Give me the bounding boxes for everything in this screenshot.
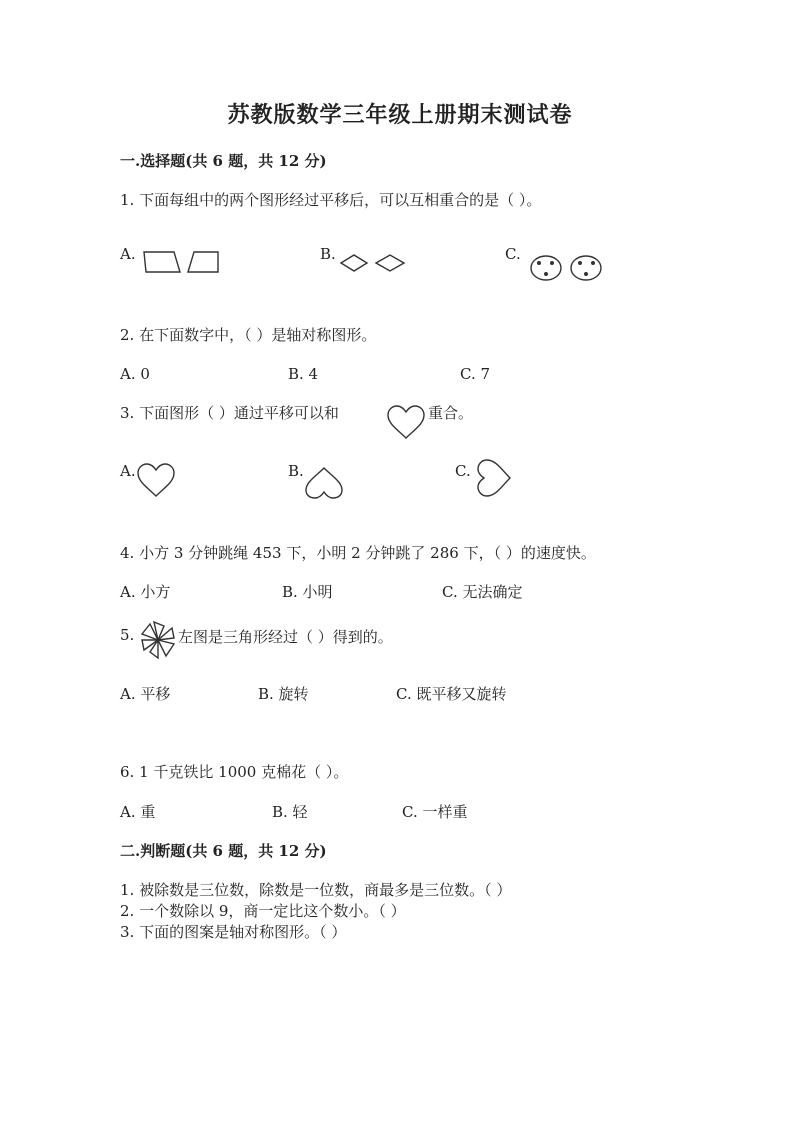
judgment-1: 1. 被除数是三位数，除数是一位数，商最多是三位数。（ ） xyxy=(120,881,512,899)
q1-option-c-label: C. xyxy=(505,245,521,263)
q5-option-a: A. 平移 xyxy=(120,685,171,703)
q4-option-b: B. 小明 xyxy=(282,583,333,601)
q1-option-a-parallelograms xyxy=(142,250,222,274)
q1-option-c-dotted-circles xyxy=(530,254,604,282)
q2-option-c: C. 7 xyxy=(460,365,491,383)
page-title: 苏教版数学三年级上册期末测试卷 xyxy=(227,102,573,128)
question-3-prefix: 3. 下面图形（ ）通过平移可以和 xyxy=(120,404,339,422)
question-5: 左图是三角形经过（ ）得到的。 xyxy=(178,628,393,646)
question-5-number: 5. xyxy=(120,626,135,644)
section-heading-judgment: 二.判断题(共 6 题，共 12 分) xyxy=(120,842,327,860)
q3-option-b-inverted-heart-icon xyxy=(304,466,344,500)
q2-option-a: A. 0 xyxy=(120,365,150,383)
q5-option-b: B. 旋转 xyxy=(258,685,309,703)
judgment-3: 3. 下面的图案是轴对称图形。（ ） xyxy=(120,923,347,941)
judgment-2: 2. 一个数除以 9，商一定比这个数小。（ ） xyxy=(120,902,406,920)
question-6: 6. 1 千克铁比 1000 克棉花（ ）。 xyxy=(120,763,349,781)
q6-option-a: A. 重 xyxy=(120,803,156,821)
question-4: 4. 小方 3 分钟跳绳 453 下，小明 2 分钟跳了 286 下，（ ）的速度快。 xyxy=(120,544,596,562)
question-2: 2. 在下面数字中，（ ）是轴对称图形。 xyxy=(120,326,377,344)
q3-option-c-label: C. xyxy=(455,462,471,480)
q3-option-a-heart-icon xyxy=(136,462,176,498)
q1-option-b-label: B. xyxy=(320,245,336,263)
question-1: 1. 下面每组中的两个图形经过平移后，可以互相重合的是（ ）。 xyxy=(120,191,542,209)
q1-option-b-rhombuses xyxy=(340,254,406,272)
question-3-suffix: 重合。 xyxy=(428,404,474,422)
section-heading-choice: 一.选择题(共 6 题，共 12 分) xyxy=(120,152,327,170)
q5-pinwheel-triangles-icon xyxy=(140,620,176,660)
q5-option-c: C. 既平移又旋转 xyxy=(396,685,507,703)
q3-option-a-label: A. xyxy=(120,462,136,480)
q2-option-b: B. 4 xyxy=(288,365,319,383)
q6-option-c: C. 一样重 xyxy=(402,803,468,821)
q3-option-b-label: B. xyxy=(288,462,304,480)
q3-reference-heart-icon xyxy=(386,404,426,440)
q6-option-b: B. 轻 xyxy=(272,803,308,821)
q1-option-a-label: A. xyxy=(120,245,136,263)
q4-option-c: C. 无法确定 xyxy=(442,583,523,601)
q3-option-c-rotated-heart-icon xyxy=(470,458,512,498)
q4-option-a: A. 小方 xyxy=(120,583,171,601)
